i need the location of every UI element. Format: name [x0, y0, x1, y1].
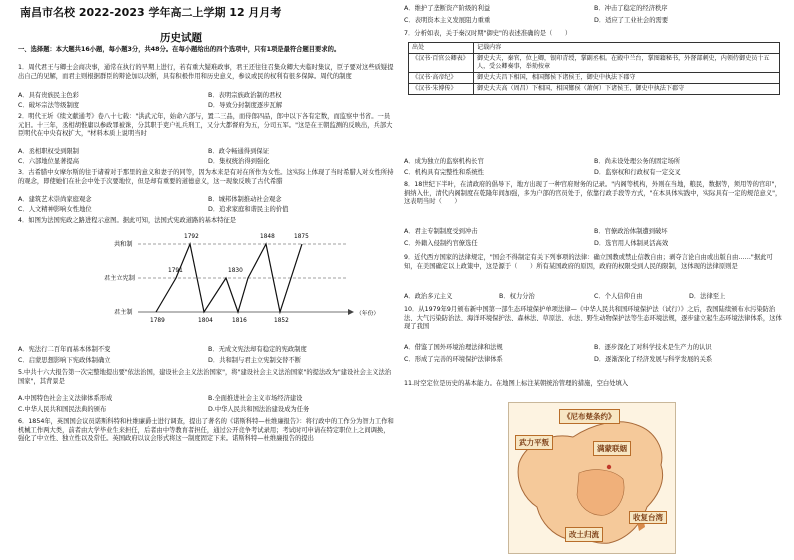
year-bottom-1789: 1789: [150, 318, 165, 324]
q1-option-b: B．表明宗族政治制的君权: [208, 92, 282, 99]
q10-option-b: B．逐步深化了对科学技术是生产力的认识: [594, 344, 712, 351]
year-top-1848: 1848: [260, 234, 275, 240]
q10-option-d: D．逐渐深化了经济发展与科学发展的关系: [594, 356, 713, 363]
q4-option-c: C．启蒙思想影响下宪政体制确立: [18, 357, 111, 364]
table-header-source: 出处: [409, 43, 474, 54]
q10-option-c: C．形成了完善的环境保护法律体系: [404, 356, 503, 363]
q9-option-c: C．个人信仰自由: [594, 293, 643, 300]
q4-stem: 4．如图为法国宪政之路进程示意图。据此可知，法国式宪政道路的基本特征是: [18, 217, 237, 224]
q1-option-a: A．具有贵族民主色彩: [18, 92, 79, 99]
map-label-recover-taiwan: 收复台湾: [629, 511, 667, 524]
q11-stem: 11.时空定位是历史的基本能力。在地图上标注某朝统治管理的措施，空白处填入: [404, 380, 629, 387]
q7-option-d: D．监察权和行政权有一定交叉: [594, 169, 681, 176]
q1-stem: 1．周代君王与卿士会商决事，通常在执行的早期上进行，若有重大疑难政事，君王还往往召集众卿大夫临时集议，臣子要对这些质疑提出自己的见解，而君主则根据群臣的辩论加以决断，具有积极作用和历史意义，参议或民的权利有很多保障。周代的制度: [18, 64, 394, 80]
y-label-republic: 共和制: [114, 241, 133, 248]
q6-stem: 6．1854年，英国国会议员诺斯科特和杜维廉爵士进行调查，提出了著名的《诺斯科特—杜维廉报告》：将行政中的工作分为智力工作和机械工作两大类，前者由大学毕业生来担任，后者由中等教育者担任，通过公开竞争考试录用；考试时可申请在特定职位上之间调换，强化了中立性、独立性以及常任。英国政府以议会形式将这一制度固定下来。诺斯科特—杜维廉报告的提出: [18, 418, 394, 443]
q6-option-c: C．表明资本主义发展阻力重重: [404, 17, 491, 24]
table-row: [409, 84, 780, 95]
q8-option-b: B．官僚政治体制遭到破坏: [594, 228, 668, 235]
table-row: [409, 73, 780, 84]
axis-label-year: （年份）: [356, 311, 380, 317]
map-label-gaitu-guiliu: 改土归流: [565, 527, 603, 542]
year-bottom-1816: 1816: [232, 318, 247, 324]
constitution-diagram: [18, 228, 394, 336]
q5-option-d: D.中华人民共和国法治建设成为任务: [208, 406, 310, 413]
q6-option-b: B．冲击了稳定的经济秩序: [594, 5, 668, 12]
map-label-nerchinsk: 《尼布楚条约》: [559, 409, 620, 424]
q5-option-c: C.中华人民共和国民法典的颁布: [18, 406, 107, 413]
table-cell-source: 《汉书·百官公卿表》: [409, 54, 474, 73]
q5-stem: 5.中共十六大报告第一次完整地提出要"依法治国，建设社会主义法治国家"，将"建设社会主义法治国家"的提法改为"建设社会主义法治国家"，其背景是: [18, 369, 392, 385]
q7-option-c: C．机构具有完整性和系统性: [404, 169, 484, 176]
q9-stem: 9．近代西方国家的法律规定，"国会不得制定有关下列事项的法律：确立国教或禁止信教自由；剥夺言论自由或出版自由……"据此可知，在美国确定以上政策中，这是源于（ ）所有某国政府的原因，政府的权限受到人民的限制，这体现的法律原则是: [404, 254, 773, 270]
q7-stem: 7．分析如表，关于秦汉时期"御史"的表述准确的是（ ）: [404, 30, 572, 37]
qing-map: [508, 402, 676, 554]
year-mid-1830: 1830: [228, 268, 243, 274]
table-cell-source: 《汉书·高帝纪》: [409, 73, 474, 84]
q2-option-a: A．丞相职权受到限制: [18, 148, 79, 155]
table-cell-content: 御史大夫昌下相国，相国酂侯下诸侯王，御史中执法下郡守: [474, 73, 780, 84]
q9-option-b: B．权力分治: [499, 293, 535, 300]
q5-option-b: B.全面推进社会主义市场经济建设: [208, 395, 303, 402]
q7-option-a: A．成为独立的监察机构长官: [404, 158, 484, 165]
q3-option-b: B．城邦体制推动社会观念: [208, 196, 282, 203]
section-intro: 一、选择题：本大题共16小题，每小题3分，共48分。在每小题给出的四个选项中，只有1项是最符合题目要求的。: [18, 46, 341, 53]
q2-stem: 2．明代王圻《续文献通考》卷八十七载："洪武元年，始命六部与，置二三品，而侍郎四品，郎中以下各有定数，而监察中书省。一员元旧。十三年，丞相胡惟庸以参政罪被诛，分其职于吏户礼兵刑工，又分大都督府为五，分司五军。"这是在王朝监测的反映出，兵部大臣明代在中央有权扩大，"材料本质上说明当时: [18, 113, 393, 138]
q6-option-a: A．维护了垄断资产阶级的利益: [404, 5, 491, 12]
q3-stem: 3．古希腊中女摩尔斯的往于诸着对于那里的意义和妻子的同等，因为本来是有对在所作为女性。这实际上体现了当时希腊人对女性所持的观念，即使她们在社会中处于次要地位，但是却有重要的道德意义，这一现象反映了古代希腊: [18, 169, 394, 185]
year-bottom-1852: 1852: [274, 318, 289, 324]
q4-option-a: A．宪法行二百年而基本体制不变: [18, 346, 111, 353]
map-label-suppress-revolt: 武力平叛: [515, 435, 553, 450]
q1-option-d: D．导致分封制度逐步瓦解: [208, 102, 283, 109]
map-label-manchu-mongol-marriage: 满蒙联姻: [593, 441, 631, 456]
q10-option-a: A．借鉴了国外环境治理法律和法规: [404, 344, 503, 351]
y-label-monarchy: 君主制: [114, 309, 133, 316]
year-top-1792: 1792: [184, 234, 199, 240]
table-cell-content: 御史大夫高（周昌）下相国，相国酂侯（萧何）下诸侯王，御史中执法下郡守: [474, 84, 780, 95]
table-cell-content: 御史大夫，秦官，位上卿，银印青绶，掌副丞相。在殿中兰台，掌图籍秘书，外督部刺史，内领侍御史员十五人，受公卿奏事，举劾按章: [474, 54, 780, 73]
q3-option-a: A．建筑艺术崇尚家庭观念: [18, 196, 92, 203]
q2-option-d: D．集权统治得到强化: [208, 158, 270, 165]
y-label-constitutional-monarchy: 君主立宪制: [104, 275, 135, 282]
q3-option-c: C．人文精神影响女性地位: [18, 206, 92, 213]
q2-option-b: B．政令畅通得到保证: [208, 148, 269, 155]
q4-option-d: D．共和制与君主立宪制交替不断: [208, 357, 302, 364]
table-row: [409, 54, 780, 73]
q2-option-c: C．六部地位显著提高: [18, 158, 80, 165]
q7-table: [408, 42, 780, 95]
year-bottom-1804: 1804: [198, 318, 213, 324]
table-cell-source: 《汉书·朱博传》: [409, 84, 474, 95]
q9-option-a: A．政治多元主义: [404, 293, 453, 300]
q9-option-d: D．法律至上: [689, 293, 726, 300]
q3-option-d: D．追求家庭和谐民主的价值: [208, 206, 289, 213]
q8-option-d: D．选官用人体制灵活高效: [594, 240, 669, 247]
q7-option-b: B．尚未设处理公务的固定场所: [594, 158, 681, 165]
q8-stem: 8．18世纪下半叶，在清政府的倡导下，地方出现了一种官府财务的记录。"内阁等机构，外则在当地，粮民，数据等，须用等的官印"，捐纳入仕，清代内阁制度在乾隆年间加强，多为户部的官员处于，依靠行政手段等方式，"在本具体实践中，实际具有一定的规范意义"，这表明当时（ ）: [404, 181, 782, 206]
q6-option-d: D．适应了工业社会的需要: [594, 17, 669, 24]
q10-stem: 10．从1979年9月颁布新中国第一部生态环境保护单项法律—《中华人民共和国环境保护法（试行）》之后，我国陆续颁布水污染防治法、大气污染防治法、海洋环境保护法、森林法、草原法、水法、野生动物保护法等生态环境法规，逐步建立起生态环境法律体系，这体现了我国: [404, 306, 782, 331]
exam-title: 南昌市名校 2022-2023 学年高二上学期 12 月月考: [20, 6, 282, 19]
q8-option-a: A．君主专制制度受到冲击: [404, 228, 478, 235]
exam-subtitle: 历史试题: [160, 32, 202, 44]
q1-option-c: C．破坏宗法等级制度: [18, 102, 80, 109]
year-top-1875: 1875: [294, 234, 309, 240]
year-mid-1791: 1791: [168, 268, 183, 274]
table-header-content: 记载内容: [474, 43, 780, 54]
table-header-row: [409, 43, 780, 54]
q5-option-a: A.中国特色社会主义法律体系形成: [18, 395, 113, 402]
q4-option-b: B．无成文宪法却有稳定的宪政制度: [208, 346, 307, 353]
q8-option-c: C．外籍入侵制约官僚选任: [404, 240, 478, 247]
